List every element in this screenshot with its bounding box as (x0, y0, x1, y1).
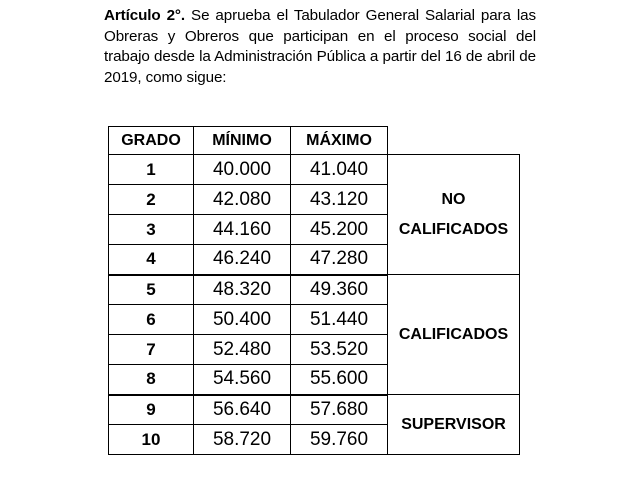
minimo-cell: 54.560 (194, 365, 291, 395)
maximo-cell: 57.680 (291, 395, 388, 425)
article-text: Se aprueba el Tabulador General Salarial para las Obreras y Obreros que participan en el proceso social del trabajo desde la Administración Pública a partir del 16 de abril de 2019, como sigue: (104, 7, 536, 86)
salary-table (108, 126, 520, 455)
grado-cell: 8 (109, 365, 194, 395)
maximo-cell: 51.440 (291, 305, 388, 335)
maximo-cell: 53.520 (291, 335, 388, 365)
maximo-cell: 49.360 (291, 275, 388, 305)
maximo-cell: 59.760 (291, 425, 388, 455)
category-calificados: CALIFICADOS (388, 275, 520, 395)
category-supervisor: SUPERVISOR (388, 395, 520, 455)
category-no-calificados-line1: NO (441, 190, 466, 208)
maximo-cell: 43.120 (291, 185, 388, 215)
maximo-cell: 55.600 (291, 365, 388, 395)
minimo-cell: 50.400 (194, 305, 291, 335)
category-no-calificados (388, 155, 520, 275)
grado-cell: 6 (109, 305, 194, 335)
grado-cell: 2 (109, 185, 194, 215)
minimo-cell: 52.480 (194, 335, 291, 365)
header-minimo: MÍNIMO (194, 127, 291, 155)
grado-cell: 3 (109, 215, 194, 245)
minimo-cell: 56.640 (194, 395, 291, 425)
minimo-cell: 58.720 (194, 425, 291, 455)
maximo-cell: 47.280 (291, 245, 388, 275)
grado-cell: 7 (109, 335, 194, 365)
minimo-cell: 46.240 (194, 245, 291, 275)
grado-cell: 4 (109, 245, 194, 275)
grado-cell: 9 (109, 395, 194, 425)
category-no-calificados-line2: CALIFICADOS (398, 220, 509, 238)
minimo-cell: 40.000 (194, 155, 291, 185)
header-maximo: MÁXIMO (291, 127, 388, 155)
minimo-cell: 44.160 (194, 215, 291, 245)
maximo-cell: 41.040 (291, 155, 388, 185)
grado-cell: 10 (109, 425, 194, 455)
table-row (109, 155, 520, 185)
table-row (109, 395, 520, 425)
header-grado: GRADO (109, 127, 194, 155)
article-lead: Artículo 2°. (104, 7, 186, 24)
grado-cell: 5 (109, 275, 194, 305)
table-header-row (109, 127, 520, 155)
article-paragraph (104, 6, 536, 88)
minimo-cell: 42.080 (194, 185, 291, 215)
maximo-cell: 45.200 (291, 215, 388, 245)
minimo-cell: 48.320 (194, 275, 291, 305)
grado-cell: 1 (109, 155, 194, 185)
table-row (109, 275, 520, 305)
header-empty (388, 127, 520, 155)
